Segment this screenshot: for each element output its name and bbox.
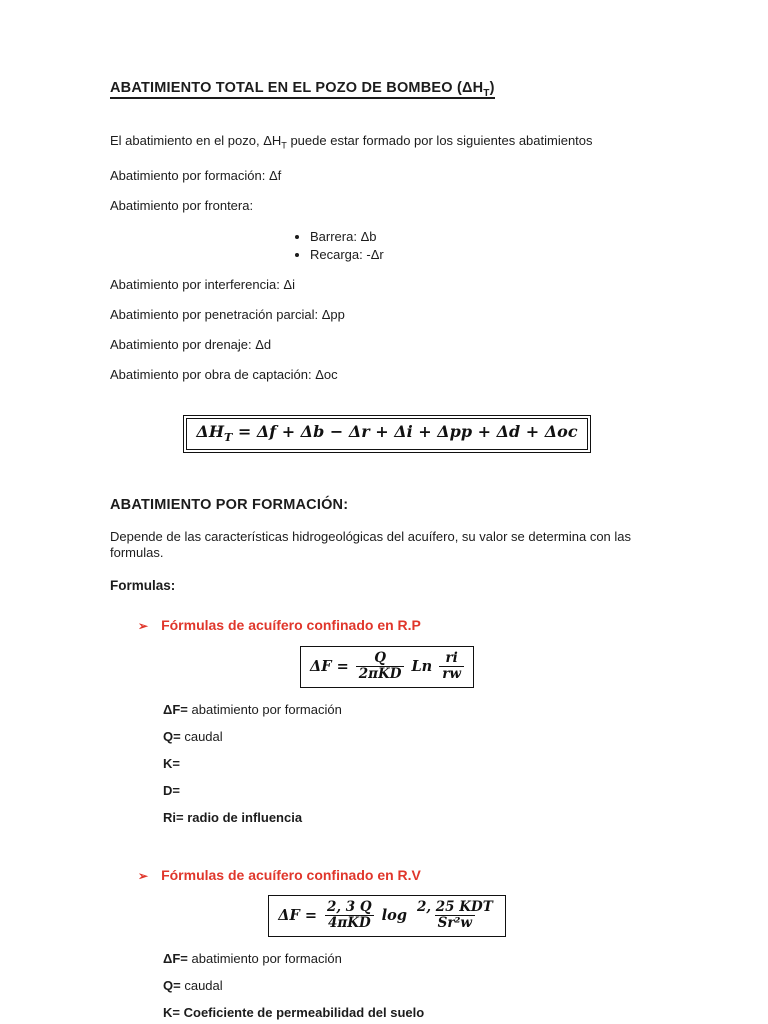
lead-text: El abatimiento en el pozo, ΔH	[110, 132, 282, 148]
definition-text: caudal	[184, 977, 223, 993]
title-subscript: T	[483, 87, 490, 99]
rv-definitions	[163, 951, 664, 1021]
definition-line	[163, 729, 664, 745]
definition-term: Q=	[163, 728, 181, 744]
frontera-bullet-list	[110, 228, 664, 263]
rv-formula-operator: log	[381, 907, 407, 925]
section-heading-formacion: ABATIMIENTO POR FORMACIÓN:	[110, 496, 349, 513]
rp-formula-fraction-2	[439, 651, 464, 683]
rv-formula-lhs: ΔF =	[278, 907, 317, 925]
title-text: ABATIMIENTO TOTAL EN EL POZO DE BOMBEO (ΔH	[110, 80, 484, 96]
line-abatimiento-frontera: Abatimiento por frontera:	[110, 198, 254, 214]
definition-line	[163, 978, 664, 994]
fraction-denominator: rw	[439, 666, 464, 683]
definition-term: ΔF=	[163, 701, 188, 717]
formulas-label: Formulas:	[110, 577, 176, 593]
definition-term: Q=	[163, 977, 181, 993]
rv-formula-fraction-2	[414, 900, 496, 932]
title-close-paren: )	[489, 80, 495, 96]
equation-rhs: = Δf + Δb − Δr + Δi + Δpp + Δd + Δoc	[232, 422, 578, 442]
definition-text: Coeficiente de permeabilidad del suelo	[183, 1004, 425, 1020]
fraction-numerator: 2, 3 Q	[326, 898, 372, 915]
rv-formula	[268, 895, 506, 937]
lead-text-end: puede estar formado por los siguientes abatimientos	[286, 132, 593, 148]
definition-line	[163, 702, 664, 718]
line-abatimiento-captacion: Abatimiento por obra de captación: Δoc	[110, 367, 338, 383]
definition-term: K=	[163, 755, 180, 771]
rv-formula-fraction-1	[324, 900, 375, 932]
line-abatimiento-penetracion: Abatimiento por penetración parcial: Δpp	[110, 307, 345, 323]
definition-text: caudal	[184, 728, 223, 744]
rp-formula-container	[110, 646, 664, 688]
rv-formula-container	[110, 895, 664, 937]
fraction-denominator: 4πKD	[325, 915, 374, 932]
rp-formula-fraction-1	[356, 651, 405, 683]
red-heading-rp	[138, 617, 664, 633]
definition-line	[163, 1005, 664, 1021]
arrow-bullet-icon: ➢	[138, 618, 149, 633]
rp-formula	[300, 646, 474, 688]
fraction-numerator: ri	[445, 649, 458, 666]
rp-formula-lhs: ΔF =	[310, 658, 349, 676]
equation-lhs-subscript: T	[223, 430, 233, 445]
main-equation	[186, 418, 587, 449]
main-equation-container	[110, 397, 664, 452]
list-item: • Recarga: -Δr	[310, 246, 664, 263]
rp-formula-operator: Ln	[411, 658, 433, 676]
list-item: • Barrera: Δb	[310, 228, 664, 245]
line-abatimiento-interferencia: Abatimiento por interferencia: Δi	[110, 277, 295, 293]
page-title	[110, 80, 664, 99]
fraction-denominator: 2πKD	[356, 666, 405, 683]
equation-lhs: ΔH	[196, 422, 224, 442]
main-equation-outer-box	[183, 415, 590, 452]
intro-lead-paragraph	[110, 133, 664, 154]
definition-text: abatimiento por formación	[191, 701, 342, 717]
definition-term: D=	[163, 782, 180, 798]
definition-line	[163, 783, 664, 799]
fraction-numerator: Q	[374, 649, 386, 666]
line-abatimiento-formacion: Abatimiento por formación: Δf	[110, 168, 282, 184]
arrow-bullet-icon: ➢	[138, 868, 149, 883]
definition-line	[163, 810, 664, 826]
definition-term: K=	[163, 1004, 180, 1020]
definition-term: Ri=	[163, 809, 184, 825]
red-heading-rv	[138, 867, 664, 883]
spacer	[110, 609, 664, 617]
definition-line	[163, 951, 664, 967]
red-heading-rp-label: Fórmulas de acuífero confinado en R.P	[161, 616, 421, 633]
definition-text: abatimiento por formación	[191, 950, 342, 966]
line-abatimiento-drenaje: Abatimiento por drenaje: Δd	[110, 337, 272, 353]
definition-line	[163, 756, 664, 772]
rp-definitions	[163, 702, 664, 826]
section-body-text: Depende de las características hidrogeológicas del acuífero, su valor se determina con las formulas.	[110, 528, 632, 560]
fraction-denominator: Sr²w	[435, 915, 475, 932]
lead-subscript: T	[281, 140, 287, 151]
definition-text: radio de influencia	[187, 809, 303, 825]
red-heading-rv-label: Fórmulas de acuífero confinado en R.V	[161, 866, 421, 883]
definition-term: ΔF=	[163, 950, 188, 966]
spacer	[110, 837, 664, 867]
fraction-numerator: 2, 25 KDT	[416, 898, 493, 915]
